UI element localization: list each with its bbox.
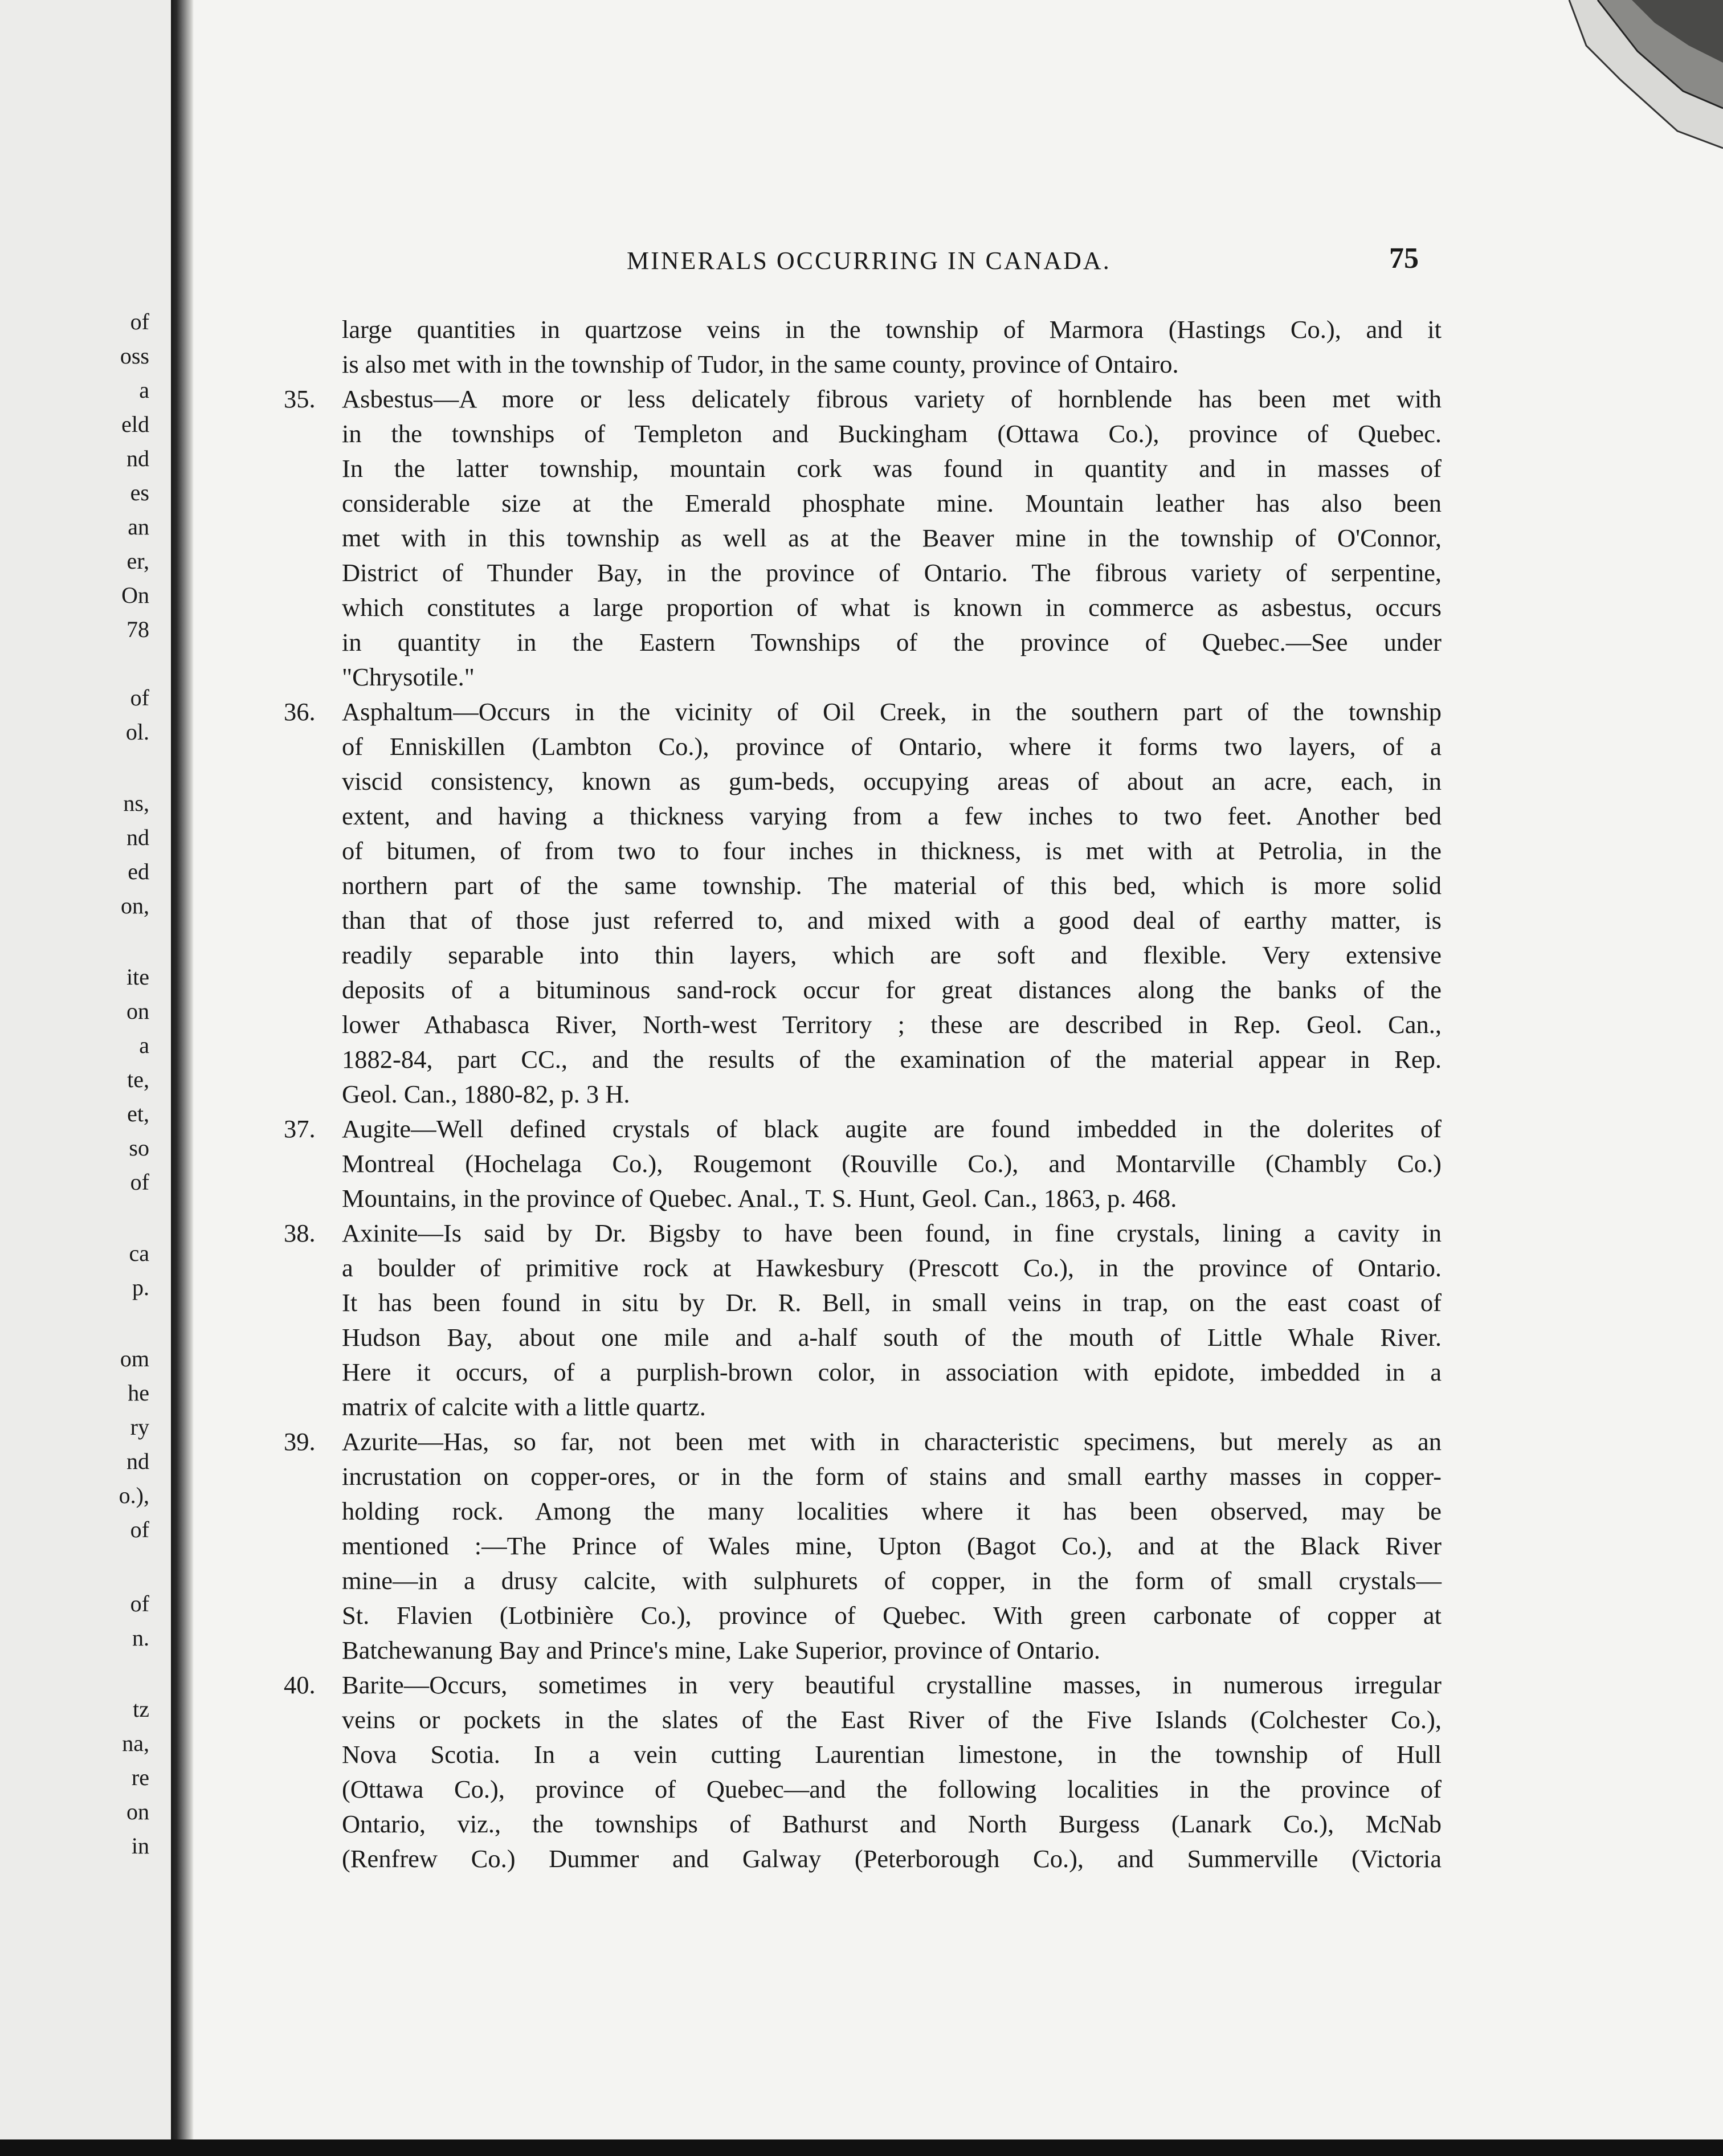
scan-bottom-edge bbox=[0, 2139, 1723, 2156]
page-number: 75 bbox=[1389, 242, 1419, 275]
left-page-fragment: on, bbox=[121, 893, 149, 918]
text-line: viscid consistency, known as gum-beds, occupying areas of about an acre, each, in bbox=[342, 767, 1442, 795]
left-page-fragment: of bbox=[130, 1169, 149, 1195]
text-line: "Chrysotile." bbox=[342, 663, 475, 691]
mineral-entry bbox=[284, 1424, 1442, 1668]
body-text bbox=[284, 312, 1442, 1876]
text-line: It has been found in situ by Dr. R. Bell, in small veins in trap, on the east coast of bbox=[342, 1288, 1442, 1317]
text-line: large quantities in quartzose veins in the township of Marmora (Hastings Co.), and it bbox=[342, 315, 1442, 344]
left-page-fragment: er, bbox=[126, 548, 149, 574]
text-line: in quantity in the Eastern Townships of the province of Quebec.—See under bbox=[342, 628, 1442, 656]
text-line: (Renfrew Co.) Dummer and Galway (Peterborough Co.), and Summerville (Victoria bbox=[342, 1844, 1442, 1873]
text-line: northern part of the same township. The material of this bed, which is more solid bbox=[342, 871, 1442, 900]
left-page-fragment: p. bbox=[132, 1275, 149, 1300]
left-page-fragment: oss bbox=[120, 343, 149, 369]
text-line: mine—in a drusy calcite, with sulphurets of copper, in the form of small crystals— bbox=[342, 1566, 1442, 1595]
text-line: deposits of a bituminous sand-rock occur for great distances along the banks of the bbox=[342, 975, 1442, 1004]
left-page-fragment: ed bbox=[128, 859, 149, 884]
left-page-fragment: ite bbox=[126, 964, 149, 990]
mineral-entry bbox=[284, 382, 1442, 695]
left-page-fragment: he bbox=[128, 1380, 149, 1406]
left-page-fragment: es bbox=[130, 480, 149, 505]
left-page-fragment: ry bbox=[130, 1414, 149, 1440]
text-line: (Ottawa Co.), province of Quebec—and the following localities in the province of bbox=[342, 1775, 1442, 1803]
left-page-fragment: re bbox=[131, 1765, 149, 1790]
left-page-fragment: te, bbox=[127, 1067, 149, 1092]
left-page-fragment: on bbox=[126, 1799, 149, 1824]
left-page-fragment: ca bbox=[129, 1240, 149, 1266]
left-page-fragment: in bbox=[131, 1833, 149, 1859]
entry-number: 38. bbox=[284, 1219, 316, 1247]
mineral-entry bbox=[284, 1668, 1442, 1876]
text-line: Axinite—Is said by Dr. Bigsby to have been found, in fine crystals, lining a cavity in bbox=[342, 1219, 1442, 1247]
left-page-fragment: om bbox=[120, 1346, 149, 1371]
text-line: Ontario, viz., the townships of Bathurst and North Burgess (Lanark Co.), McNab bbox=[342, 1810, 1442, 1838]
left-page-fragment: of bbox=[130, 1517, 149, 1542]
left-page-fragment: 78 bbox=[126, 616, 149, 642]
text-line: In the latter township, mountain cork was found in quantity and in masses of bbox=[342, 454, 1442, 483]
left-page-fragment: a bbox=[139, 377, 149, 403]
page-gutter bbox=[171, 0, 194, 2156]
left-page-fragment: On bbox=[121, 582, 149, 608]
text-line: than that of those just referred to, and mixed with a good deal of earthy matter, is bbox=[342, 906, 1442, 934]
left-page-fragment: tz bbox=[133, 1696, 149, 1722]
mineral-entry bbox=[284, 1112, 1442, 1216]
continuation-paragraph bbox=[342, 312, 1442, 382]
text-line: extent, and having a thickness varying from a few inches to two feet. Another bed bbox=[342, 802, 1442, 830]
text-line: readily separable into thin layers, which are soft and flexible. Very extensive bbox=[342, 941, 1442, 969]
text-line: Nova Scotia. In a vein cutting Laurentian limestone, in the township of Hull bbox=[342, 1740, 1442, 1769]
text-line: Asphaltum—Occurs in the vicinity of Oil Creek, in the southern part of the township bbox=[342, 697, 1442, 726]
left-page-fragment: ns, bbox=[123, 790, 149, 816]
text-line: holding rock. Among the many localities where it has been observed, may be bbox=[342, 1497, 1442, 1525]
left-page-fragment: o.), bbox=[119, 1483, 149, 1508]
left-page-fragment: an bbox=[128, 514, 149, 540]
mineral-entry bbox=[284, 1216, 1442, 1424]
text-line: Geol. Can., 1880-82, p. 3 H. bbox=[342, 1080, 630, 1108]
entry-number: 40. bbox=[284, 1671, 316, 1699]
text-line: Augite—Well defined crystals of black augite are found imbedded in the dolerites of bbox=[342, 1114, 1442, 1143]
entry-number: 39. bbox=[284, 1427, 316, 1456]
text-line: Batchewanung Bay and Prince's mine, Lake Superior, province of Ontario. bbox=[342, 1636, 1100, 1664]
entry-number: 37. bbox=[284, 1114, 316, 1143]
text-line: of Enniskillen (Lambton Co.), province of Ontario, where it forms two layers, of a bbox=[342, 732, 1442, 761]
left-page-fragment: of bbox=[130, 1591, 149, 1616]
entry-number: 36. bbox=[284, 697, 316, 726]
text-line: Hudson Bay, about one mile and a-half south of the mouth of Little Whale River. bbox=[342, 1323, 1442, 1351]
text-line: mentioned :—The Prince of Wales mine, Upton (Bagot Co.), and at the Black River bbox=[342, 1532, 1442, 1560]
left-page-fragment: n. bbox=[132, 1625, 149, 1651]
text-line: Asbestus—A more or less delicately fibrous variety of hornblende has been met with bbox=[342, 385, 1442, 413]
entry-number: 35. bbox=[284, 385, 316, 413]
text-line: Barite—Occurs, sometimes in very beautiful crystalline masses, in numerous irregular bbox=[342, 1671, 1442, 1699]
left-page-fragment: of bbox=[130, 685, 149, 710]
text-line: incrustation on copper-ores, or in the form of stains and small earthy masses in copper- bbox=[342, 1462, 1442, 1491]
mineral-entry bbox=[284, 695, 1442, 1112]
left-page-fragment: nd bbox=[126, 446, 149, 471]
left-page-fragment: na, bbox=[122, 1730, 149, 1756]
text-line: 1882-84, part CC., and the results of the examination of the material appear in Rep. bbox=[342, 1045, 1442, 1073]
torn-corner-fold bbox=[1535, 0, 1723, 171]
running-head: MINERALS OCCURRING IN CANADA. bbox=[627, 247, 1111, 275]
text-line: District of Thunder Bay, in the province of Ontario. The fibrous variety of serpentine, bbox=[342, 558, 1442, 587]
left-page-fragment: of bbox=[130, 309, 149, 334]
text-line: veins or pockets in the slates of the East River of the Five Islands (Colchester Co.), bbox=[342, 1705, 1442, 1734]
text-line: Azurite—Has, so far, not been met with in characteristic specimens, but merely as an bbox=[342, 1427, 1442, 1456]
text-line: a boulder of primitive rock at Hawkesbury (Prescott Co.), in the province of Ontario. bbox=[342, 1253, 1442, 1282]
left-facing-page bbox=[0, 0, 171, 2156]
text-line: lower Athabasca River, North-west Territory ; these are described in Rep. Geol. Can., bbox=[342, 1010, 1442, 1039]
text-line: met with in this township as well as at the Beaver mine in the township of O'Connor, bbox=[342, 524, 1442, 552]
left-page-fragment: nd bbox=[126, 824, 149, 850]
text-line: considerable size at the Emerald phosphate mine. Mountain leather has also been bbox=[342, 489, 1442, 517]
left-page-fragment: et, bbox=[127, 1101, 149, 1126]
left-page-fragment: a bbox=[139, 1032, 149, 1058]
text-line: Mountains, in the province of Quebec. Anal., T. S. Hunt, Geol. Can., 1863, p. 468. bbox=[342, 1184, 1177, 1212]
mineral-entries bbox=[284, 382, 1442, 1876]
left-page-fragment: nd bbox=[126, 1448, 149, 1474]
left-page-fragment: ol. bbox=[125, 719, 149, 745]
text-line: Montreal (Hochelaga Co.), Rougemont (Rouville Co.), and Montarville (Chambly Co.) bbox=[342, 1149, 1442, 1178]
text-line: of bitumen, of from two to four inches in thickness, is met with at Petrolia, in the bbox=[342, 836, 1442, 865]
text-line: St. Flavien (Lotbinière Co.), province of Quebec. With green carbonate of copper at bbox=[342, 1601, 1442, 1630]
left-page-fragment: on bbox=[126, 998, 149, 1024]
text-line: in the townships of Templeton and Buckingham (Ottawa Co.), province of Quebec. bbox=[342, 419, 1442, 448]
text-line: matrix of calcite with a little quartz. bbox=[342, 1393, 706, 1421]
left-page-fragment: so bbox=[129, 1135, 149, 1161]
text-line: is also met with in the township of Tudor, in the same county, province of Ontairo. bbox=[342, 350, 1179, 378]
left-page-fragment: eld bbox=[121, 411, 149, 437]
text-line: which constitutes a large proportion of what is known in commerce as asbestus, occurs bbox=[342, 593, 1442, 622]
text-line: Here it occurs, of a purplish-brown color, in association with epidote, imbedded in a bbox=[342, 1358, 1442, 1386]
